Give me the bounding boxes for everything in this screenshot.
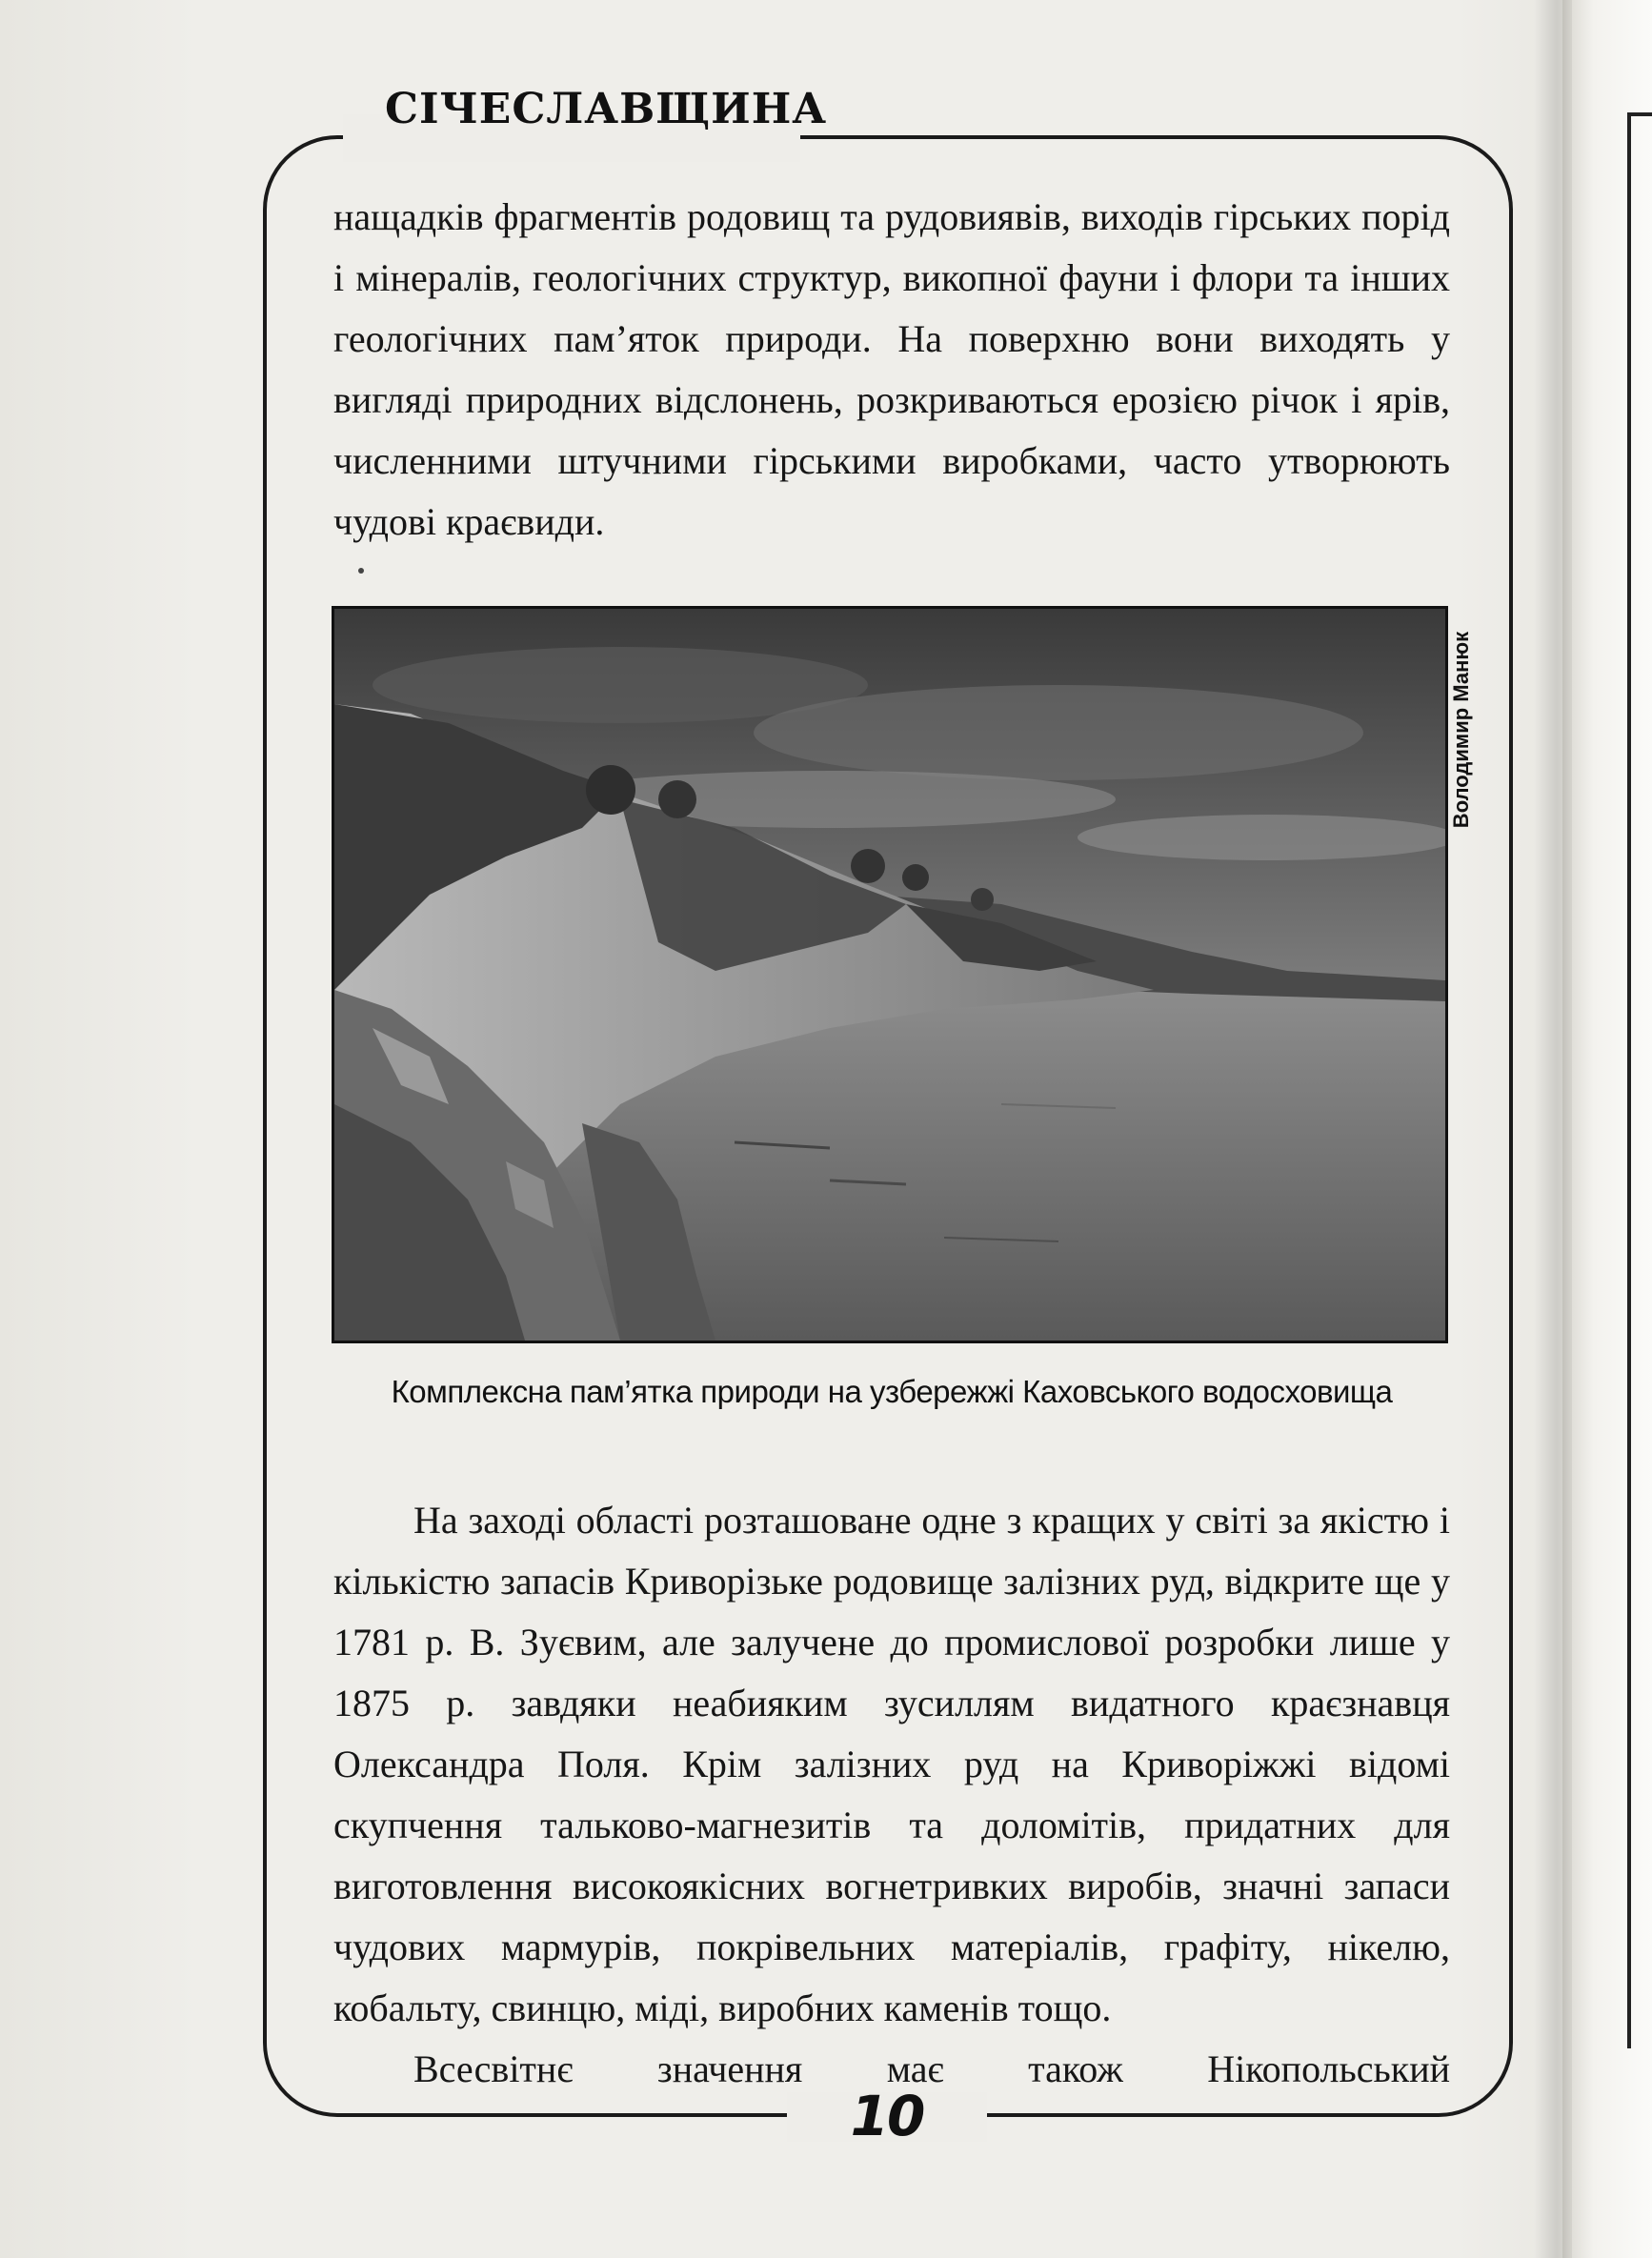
photo-credit-text: Володимир Манюк bbox=[1449, 631, 1473, 829]
photo-credit bbox=[1433, 606, 1490, 854]
page-number: 10 bbox=[850, 2084, 924, 2148]
next-page-edge bbox=[1562, 0, 1652, 2258]
paragraph-1 bbox=[333, 187, 1450, 553]
next-page-frame-side bbox=[1627, 114, 1631, 2048]
header-logo bbox=[385, 80, 827, 137]
paragraph-2-text: На заході області розташоване одне з кращих у світі за якістю і кількістю запасів Криворізьке родовище залізних руд, відкрите ще у 1781 р. В. Зуєвим, але залучене до промислової розробки лише у 1875 р. завдяки неабияким зусиллям видатного краєзнавця Олександра Поля. Крім залізних руд на Криворіжжі відомі скупчення тальково-магнезитів та доломітів, придатних для виготовлення високоякісних вогнетривких виробів, значні запаси чудових мармурів, покрівельних матеріалів, графіту, нікелю, кобальту, свинцю, міді, виробних каменів тощо. bbox=[333, 1499, 1450, 2029]
landscape-photo-image bbox=[334, 609, 1445, 1341]
photo-caption: Комплексна пам’ятка природи на узбережжі Каховського водосховища bbox=[391, 1374, 1393, 1409]
print-speck bbox=[358, 568, 364, 574]
paragraph-3-text: Всесвітнє значення має також Нікопольський bbox=[413, 2047, 1450, 2090]
gutter-shadow bbox=[1534, 0, 1572, 2258]
paragraph-2 bbox=[333, 1490, 1450, 2100]
landscape-photo bbox=[332, 606, 1448, 1343]
header-logo-text: СІЧЕСЛАВЩИНА bbox=[385, 84, 828, 133]
paragraph-1-text: нащадків фрагментів родовищ та рудовиявів, виходів гірських порід і мінералів, геологічних структур, викопної фауни і флори та інших геологічних пам’яток природи. На поверхню вони виходять у вигляді природних відслонень, розкриваються ерозією річок і ярів, численними штучними гірськими виробками, часто утворюють чудові краєвиди. bbox=[333, 195, 1450, 543]
